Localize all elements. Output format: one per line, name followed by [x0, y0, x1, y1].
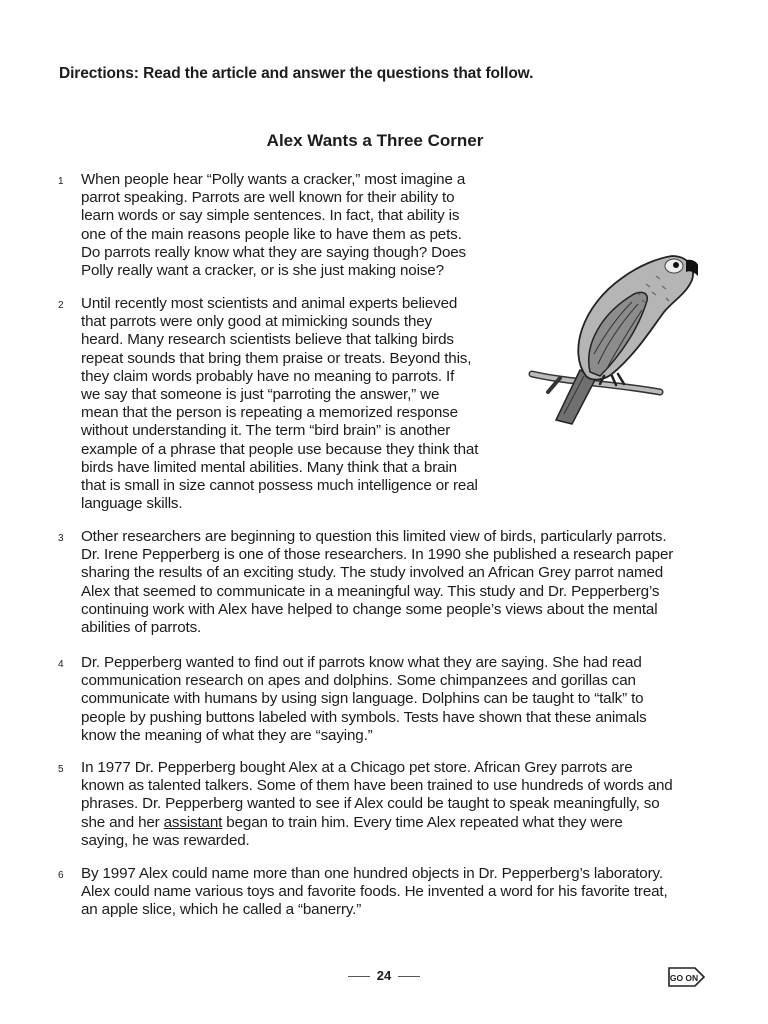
paragraph-line: Alex that seemed to communicate in a meaningful way. This study and Dr. Pepperberg’s — [81, 582, 660, 600]
paragraph-line: heard. Many research scientists believe that talking birds — [81, 331, 454, 349]
paragraph-line: phrases. Dr. Pepperberg wanted to see if Alex could be taught to speak meaningfully, so — [81, 795, 660, 813]
paragraph-line: communication research on apes and dolphins. Some chimpanzees and gorillas can — [81, 672, 636, 690]
paragraph-line: mean that the person is repeating a memorized response — [81, 404, 458, 422]
paragraph-line: learn words or say simple sentences. In fact, that ability is — [81, 207, 460, 225]
paragraph-5 — [81, 759, 673, 850]
paragraph-line: example of a phrase that people use because they think that — [81, 440, 479, 458]
paragraph-4 — [81, 654, 647, 745]
paragraph-line: continuing work with Alex have helped to change some people’s views about the mental — [81, 600, 658, 618]
paragraph-number-4: 4 — [58, 659, 64, 670]
paragraph-number-1: 1 — [58, 176, 64, 187]
footer-rule-left — [348, 976, 370, 977]
paragraph-line: an apple slice, which he called a “banerry.” — [81, 901, 362, 919]
go-on-label: GO ON — [669, 973, 699, 983]
paragraph-line: birds have limited mental abilities. Many think that a brain — [81, 458, 457, 476]
paragraph-line: we say that someone is just “parroting the answer,” we — [81, 386, 440, 404]
paragraph-line: one of the main reasons people like to have them as pets. — [81, 225, 462, 243]
paragraph-line: repeat sounds that bring them praise or treats. Beyond this, — [81, 349, 472, 367]
go-on-arrow-icon — [667, 964, 707, 990]
paragraph-line: parrot speaking. Parrots are well known for their ability to — [81, 189, 455, 207]
paragraph-line: saying, he was rewarded. — [81, 831, 250, 849]
paragraph-3 — [81, 528, 673, 637]
article-title: Alex Wants a Three Corner — [266, 131, 484, 150]
line-start: she and her — [81, 813, 164, 831]
paragraph-6 — [81, 865, 668, 920]
paragraph-line: without understanding it. The term “bird brain” is another — [81, 422, 451, 440]
paragraph-line: that parrots were only good at mimicking sounds they — [81, 313, 432, 331]
paragraph-line-with-vocab — [81, 814, 673, 832]
paragraph-line: Until recently most scientists and animal experts believed — [81, 295, 458, 312]
paragraph-line: Dr. Pepperberg wanted to find out if parrots know what they are saying. She had read — [81, 654, 642, 671]
paragraph-line: Do parrots really know what they are saying though? Does — [81, 243, 466, 261]
paragraph-line: By 1997 Alex could name more than one hundred objects in Dr. Pepperberg’s laboratory. — [81, 865, 663, 882]
paragraph-line: communicate with humans by using sign language. Dolphins can be taught to “talk” to — [81, 690, 644, 708]
paragraph-line: that is small in size cannot possess much intelligence or real — [81, 477, 478, 495]
paragraph-line: sharing the results of an exciting study. The study involved an African Grey parrot named — [81, 564, 664, 582]
vocabulary-word: assistant — [163, 813, 223, 831]
paragraph-1 — [81, 171, 466, 280]
paragraph-line: Other researchers are beginning to question this limited view of birds, particularly parrots. — [81, 528, 667, 545]
page-footer — [0, 968, 768, 983]
paragraph-line: Polly really want a cracker, or is she just making noise? — [81, 262, 444, 280]
paragraph-line: language skills. — [81, 495, 183, 513]
paragraph-line: they claim words probably have no meaning to parrots. If — [81, 367, 455, 385]
page-number: 24 — [376, 968, 392, 983]
paragraph-number-6: 6 — [58, 870, 64, 881]
paragraph-line: know the meaning of what they are “saying.” — [81, 726, 373, 744]
paragraph-2 — [81, 295, 478, 513]
footer-rule-right — [398, 976, 420, 977]
paragraph-line: known as talented talkers. Some of them have been trained to use hundreds of words and — [81, 777, 673, 795]
paragraph-line: When people hear “Polly wants a cracker,” most imagine a — [81, 171, 466, 188]
directions-text: Directions: Read the article and answer the questions that follow. — [59, 65, 534, 82]
paragraph-line: Dr. Irene Pepperberg is one of those researchers. In 1990 she published a research paper — [81, 546, 674, 564]
line-end: began to train him. Every time Alex repeated what they were — [222, 813, 623, 831]
paragraph-line: abilities of parrots. — [81, 619, 202, 637]
parrot-illustration — [526, 242, 698, 430]
paragraph-line: Alex could name various toys and favorite foods. He invented a word for his favorite treat, — [81, 883, 668, 901]
paragraph-line: people by pushing buttons labeled with symbols. Tests have shown that these animals — [81, 708, 647, 726]
paragraph-number-2: 2 — [58, 300, 64, 311]
paragraph-number-5: 5 — [58, 764, 64, 775]
paragraph-number-3: 3 — [58, 533, 64, 544]
paragraph-line: In 1977 Dr. Pepperberg bought Alex at a Chicago pet store. African Grey parrots are — [81, 759, 633, 776]
